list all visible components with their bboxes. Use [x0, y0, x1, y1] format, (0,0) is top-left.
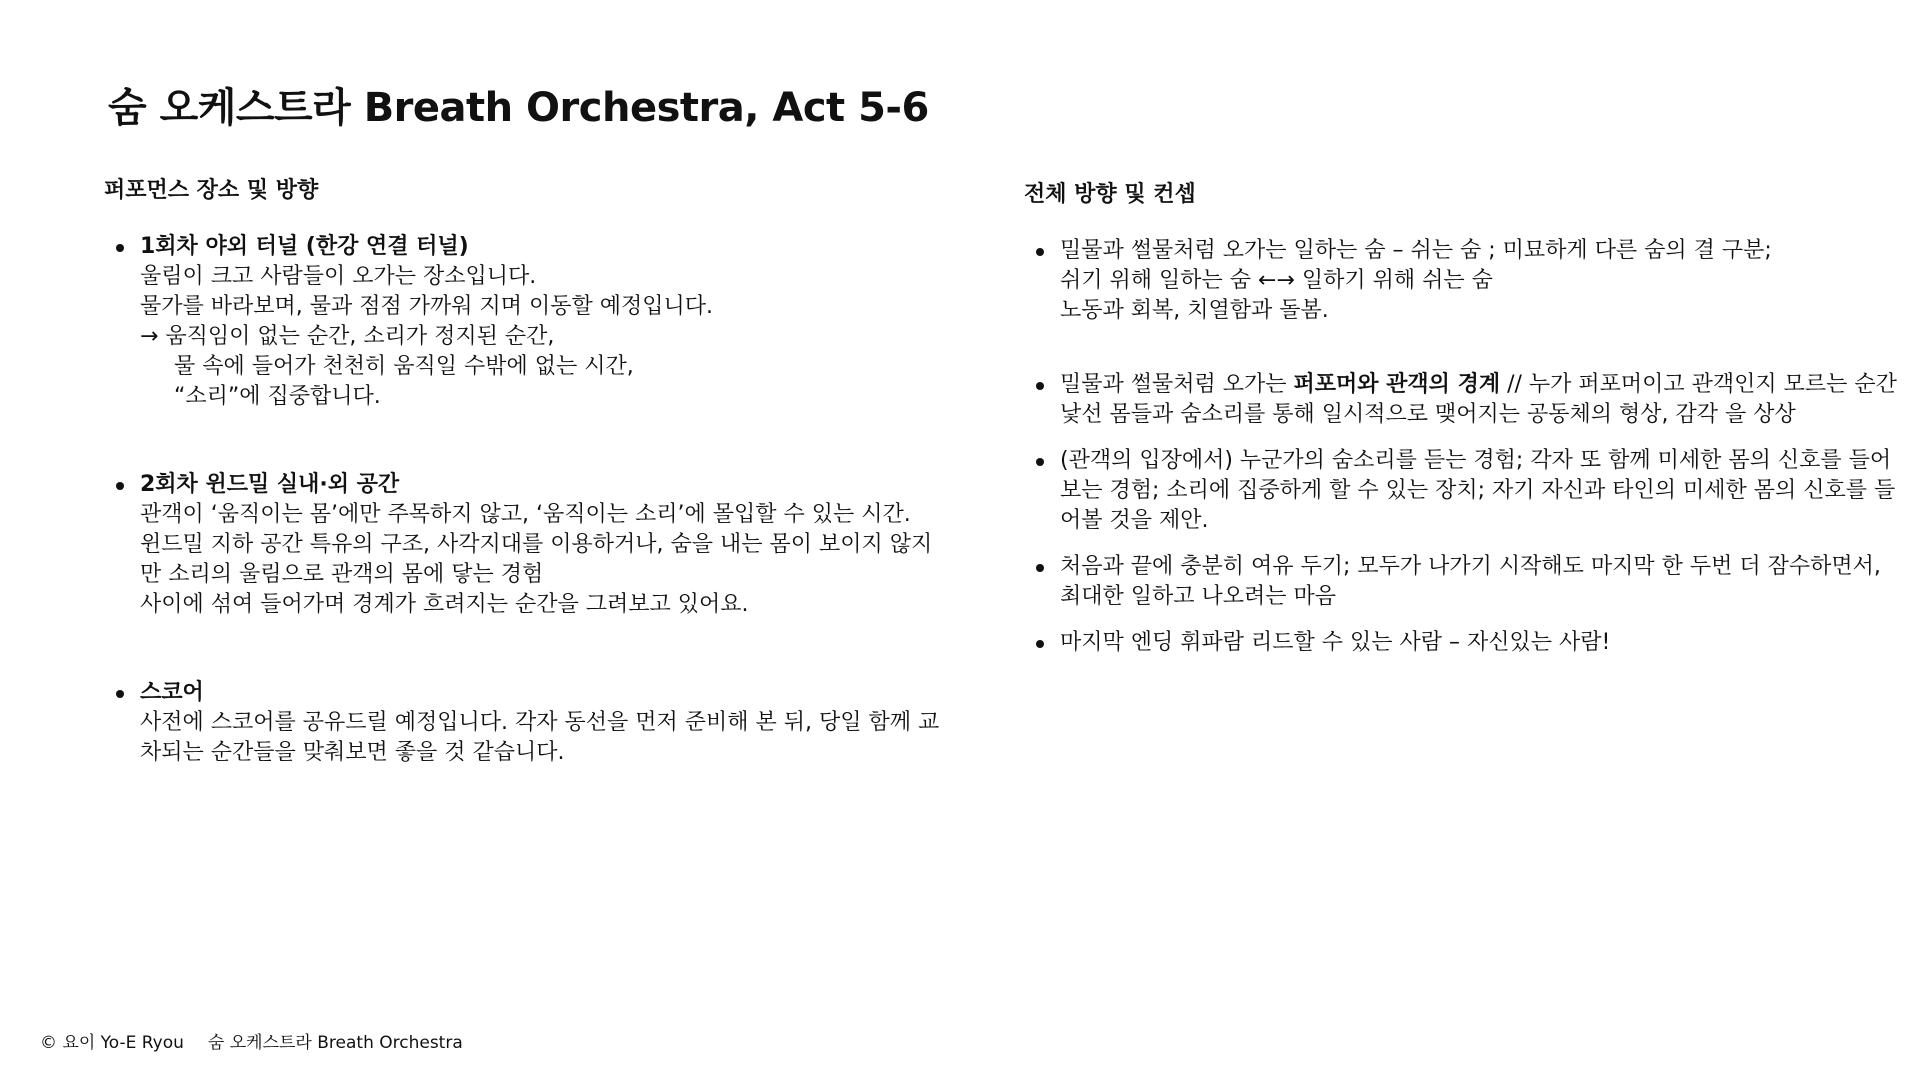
item-line: 처음과 끝에 충분히 여유 두기; 모두가 나가기 시작해도 마지막 한 두번 더 잠수하면서, [1060, 554, 1881, 579]
list-item-concept-audience [1024, 446, 1894, 536]
list-item-concept-ending [1024, 628, 1894, 658]
item-line: 마지막 엔딩 휘파람 리드할 수 있는 사람 – 자신있는 사람! [1060, 630, 1611, 655]
item-line: 보는 경험; 소리에 집중하게 할 수 있는 장치; 자기 자신과 타인의 미세한 몸의 신호를 들 [1060, 478, 1896, 503]
item-text: // 누가 퍼포머이고 관객인지 모르는 순간 [1500, 372, 1897, 397]
item-line-indented: 물 속에 들어가 천천히 움직일 수밖에 없는 시간, [174, 354, 634, 379]
performance-venue-section [104, 176, 944, 826]
footer-project-name: 숨 오케스트라 Breath Orchestra [207, 1033, 463, 1053]
item-text: 밀물과 썰물처럼 오가는 [1060, 372, 1294, 397]
venue-list [104, 232, 944, 768]
bullet-icon [1036, 564, 1044, 572]
page-title: 숨 오케스트라 Breath Orchestra, Act 5-6 [108, 85, 929, 131]
bullet-icon [116, 690, 124, 698]
list-item-concept-boundary [1024, 370, 1897, 430]
item-line: 낯선 몸들과 숨소리를 통해 일시적으로 맺어지는 공동체의 형상, 감각 을 상상 [1060, 402, 1796, 427]
bullet-icon [116, 482, 124, 490]
item-line: 사이에 섞여 들어가며 경계가 흐려지는 순간을 그려보고 있어요. [140, 592, 749, 617]
item-line: 차되는 순간들을 맞춰보면 좋을 것 같습니다. [140, 740, 565, 765]
item-line: 관객이 ‘움직이는 몸’에만 주목하지 않고, ‘움직이는 소리’에 몰입할 수 있는 시간. [140, 502, 911, 527]
item-line: 윈드밀 지하 공간 특유의 구조, 사각지대를 이용하거나, 숨을 내는 몸이 보이지 않지 [140, 532, 933, 557]
item-line-indented: “소리”에 집중합니다. [174, 384, 381, 409]
item-title: 스코어 [140, 680, 204, 705]
bullet-icon [116, 244, 124, 252]
footer [40, 1028, 463, 1053]
item-line: 물가를 바라보며, 물과 점점 가까워 지며 이동할 예정입니다. [140, 294, 713, 319]
list-item-session-2 [104, 470, 944, 620]
item-line: → 움직임이 없는 순간, 소리가 정지된 순간, [140, 324, 555, 349]
footer-copyright: © 요이 Yo-E Ryou [40, 1033, 184, 1053]
item-line: 어볼 것을 제안. [1060, 508, 1209, 533]
concept-list [1024, 236, 1897, 658]
item-line: 울림이 크고 사람들이 오가는 장소입니다. [140, 264, 537, 289]
item-line: (관객의 입장에서) 누군가의 숨소리를 듣는 경험; 각자 또 함께 미세한 몸의 신호를 들어 [1060, 448, 1892, 473]
item-title: 2회차 윈드밀 실내·외 공간 [140, 472, 400, 497]
item-line: 만 소리의 울림으로 관객의 몸에 닿는 경험 [140, 562, 544, 587]
section-heading-venue: 퍼포먼스 장소 및 방향 [104, 178, 319, 203]
bullet-icon [1036, 640, 1044, 648]
list-item-concept-timing [1024, 552, 1894, 612]
item-title: 1회차 야외 터널 (한강 연결 터널) [140, 234, 469, 259]
list-item-score [104, 678, 944, 768]
item-line: 노동과 회복, 치열함과 돌봄. [1060, 298, 1329, 323]
item-line: 쉬기 위해 일하는 숨 ←→ 일하기 위해 쉬는 숨 [1060, 268, 1493, 293]
item-emphasis: 퍼포머와 관객의 경계 [1293, 372, 1501, 397]
item-line: 사전에 스코어를 공유드릴 예정입니다. 각자 동선을 먼저 준비해 본 뒤, 당일 함께 교 [140, 710, 940, 735]
bullet-icon [1036, 248, 1044, 256]
bullet-icon [1036, 382, 1044, 390]
list-item-session-1 [104, 232, 944, 412]
concept-section [1024, 180, 1897, 674]
item-line-mixed [1060, 370, 1897, 400]
item-line: 최대한 일하고 나오려는 마음 [1060, 584, 1337, 609]
item-line: 밀물과 썰물처럼 오가는 일하는 숨 – 쉬는 숨 ; 미묘하게 다른 숨의 결 구분; [1060, 238, 1772, 263]
section-heading-concept: 전체 방향 및 컨셉 [1024, 182, 1196, 207]
list-item-concept-breath [1024, 236, 1894, 326]
bullet-icon [1036, 458, 1044, 466]
